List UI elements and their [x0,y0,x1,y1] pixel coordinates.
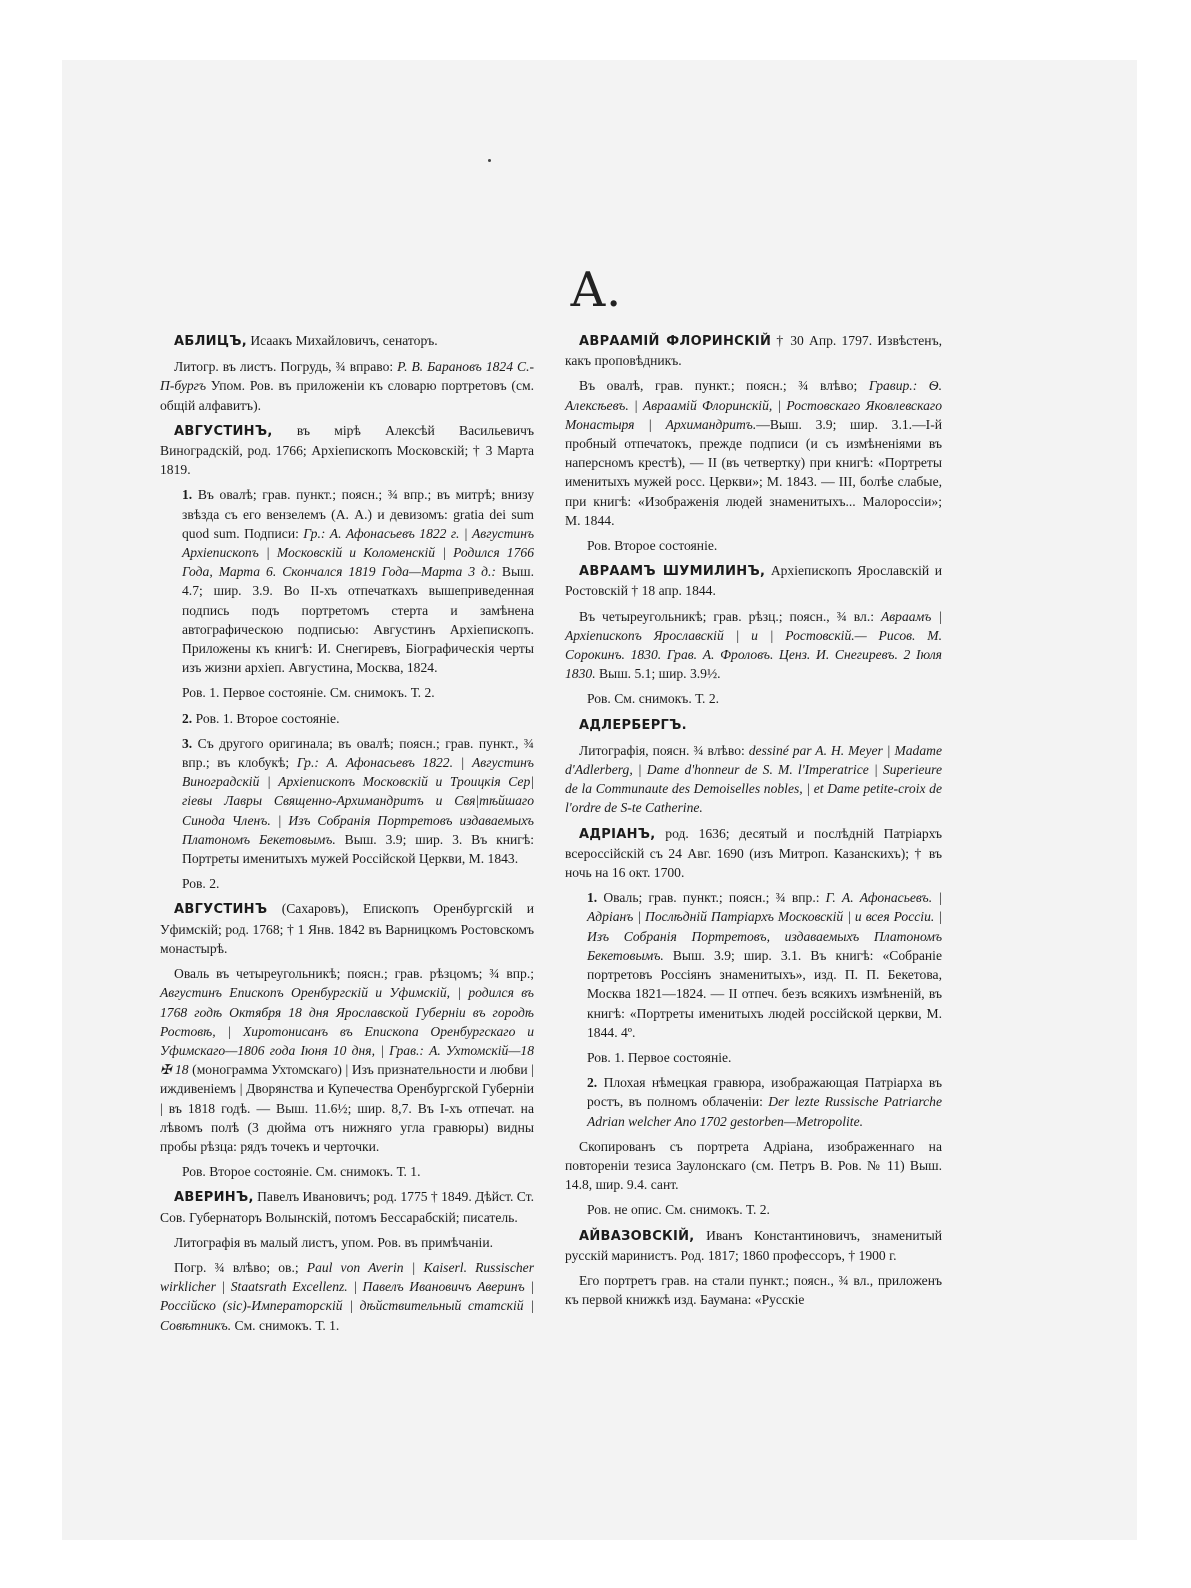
body-text: Исаакъ Михайловичъ, сенаторъ. [246,333,438,348]
headword: АДРІАНЪ, [579,826,656,842]
reference-text: Ров. не опис. См. снимокъ. Т. 2. [587,1202,770,1218]
body-text: Выш. 3.9; шир. 3.1. Въ книгѣ: «Собраніе портретовъ Россіянъ знаменитыхъ», изд. П. П. Бекетова, Москва 1821—1824. — II отпеч. безъ всякихъ измѣненій, въ книгѣ: «Портреты именитыхъ людей россійской церкви, М. 1844. 4º. [587,947,942,1040]
body-text: Иванъ Константиновичъ, знаменитый русскій маринистъ. Род. 1817; 1860 профессоръ, † 1900 г. [565,1227,942,1263]
left-column [160,331,534,1341]
inscription-text: Гр.: А. Афонасьевъ 1822 г. | Августинъ Архіепископъ | Московскій и Коломенскій | Родился 1766 Года, Марта 6. Скончался 1819 Года—Марта 3 д.: [182,525,534,580]
entry-heading [565,715,942,735]
headword: АВРААМЪ ШУМИЛИНЪ, [579,564,766,580]
description [160,964,534,1156]
rovinsky-reference [565,1200,942,1219]
item-number: 1. [182,487,193,503]
body-text: въ мірѣ Алексѣй Васильевичъ Виноградскій, род. 1766; Архіепископъ Московскій; † 3 Марта 1819. [160,422,534,478]
entry-heading [160,899,534,958]
headword: АВГУСТИНЪ, [174,423,273,439]
item-number: 2. [587,1075,598,1091]
body-text: Выш. 3.9; шир. 3. Въ книгѣ: Портреты именитыхъ мужей Россійской Церкви, М. 1843. [182,831,535,867]
headword: АБЛИЦЪ, [174,334,247,349]
body-text: Выш. 5.1; шир. 3.9½. [595,666,721,682]
description [565,607,942,684]
numbered-item [565,1073,942,1131]
body-text: Въ овалѣ, грав. пункт.; поясн.; ¾ влѣво; [579,378,869,394]
body-text: Архіепископъ Ярославскій и Ростовскій † 18 апр. 1844. [565,563,942,599]
entry-heading [565,1226,942,1265]
rovinsky-reference [565,689,942,708]
inscription-text: dessiné par A. H. Meyer | Madame d'Adlerberg, | Dame d'honneur de S. M. l'Imperatrice | Superieure de la Communaute des Demoiselles nobles, | et Dame petite-croix de l'ordre de S-te Catherine. [565,742,943,816]
body-text: Павелъ Ивановичъ; род. 1775 † 1849. Дѣйст. Ст. Сов. Губернаторъ Волынскій, потомъ Бессарабскій; писатель. [160,1189,534,1225]
item-number: 2. [182,710,193,726]
body-text: Упом. Ров. въ приложеніи къ словарю портретовъ (см. общій алфавитъ). [160,378,534,413]
inscription-text: Авраамъ | Архіепископъ Ярославскій | и | Ростовскій.— Рисов. М. Сорокинъ. 1830. Грав. А. Фроловъ. Ценз. И. Снегиревъ. 2 Іюля 1830. [565,608,942,682]
item-number: 3. [182,735,193,751]
description [160,357,534,415]
entry-heading [160,331,534,351]
numbered-item [160,734,534,868]
inscription-text: Гр.: А. Афонасьевъ 1822. | Августинъ Виноградскій | Архіепископъ Московскій и Троицкія Сер|гіевы Лавры Священно-Архимандритъ и Свя|тѣйшаго Синода Членъ. | Изъ Собранія Портретовъ издаваемыхъ Платономъ Бекетовымъ. [182,755,534,847]
description [565,1137,942,1195]
entry-heading [565,561,942,600]
inscription-text: Paul von Averin | Kaiserl. Russischer wirklicher | Staatsrath Excellenz. | Павелъ Ивановичъ Аверинъ | Россійско (sic)-Императорскій | дѣйствительный статскій | Совѣтникъ. [160,1259,534,1333]
numbered-item [160,709,534,728]
entry-heading [160,1187,534,1226]
inscription-text: Der lezte Russische Patriarche Adrian welcher Ano 1702 gestorben—Metropolite. [587,1094,943,1129]
body-text: Въ овалѣ; грав. пункт.; поясн.; ¾ впр.; въ митрѣ; внизу звѣзда съ его вензелемъ (А. А.) и девизомъ: gratia dei sum quod sum. Подписи: [182,487,534,541]
body-text: † 30 Апр. 1797. Извѣстенъ, какъ проповѣдникъ. [565,333,942,369]
rovinsky-reference [565,536,942,555]
description [160,1233,534,1252]
numbered-item [160,485,534,677]
numbered-item [565,888,942,1042]
inscription-text: Гравир.: Ѳ. Алексѣевъ. | Авраамій Флоринскій, | Ростовскаго Яковлевскаго Монастыря | Архимандритъ. [565,378,942,432]
reference-text: Ров. Второе состояніе. [587,538,718,554]
description [160,1258,534,1335]
headword: АВГУСТИНЪ [174,902,268,918]
reference-text: Ров. Второе состояніе. См. снимокъ. Т. 1. [182,1164,421,1180]
headword: АЙВАЗОВСКІЙ, [579,1228,695,1244]
body-text: Литогр. въ листъ. Погрудь, ¾ вправо: [174,359,398,375]
body-text: Оваль въ четыреугольникѣ; поясн.; грав. рѣзцомъ; ¾ впр.; [174,966,534,982]
rovinsky-reference [160,1162,534,1181]
inscription-text: Августинъ Епископъ Оренбургскій и Уфимскій, | родился въ 1768 годѣ Октября 18 дня Ярославской Губерніи въ городѣ Ростовѣ, | Хиротонисанъ въ Епископа Оренбургскаго и Уфимскаго—1806 года Іюня 10 дня, | Грав.: А. Ухтомскій—18 ✠ 18 [160,985,534,1078]
reference-text: Ров. 2. [182,876,220,892]
body-text: Въ четыреугольникѣ; грав. рѣзц.; поясн., ¾ вл.: [579,608,881,624]
headword: АДЛЕРБЕРГЪ. [579,717,687,733]
body-text: Плохая нѣмецкая гравюра, изображающая Патріарха въ ростъ, въ полномъ облаченіи: [587,1075,942,1110]
reference-text: Ров. 1. Первое состояніе. [587,1049,732,1065]
body-text: Оваль; грав. пункт.; поясн.; ¾ впр.: [597,890,826,906]
item-number: 1. [587,890,598,906]
inscription-text: Г. А. Афонасьевъ. | Адріанъ | Послѣдній Патріархъ Московскій | и всея Россіи. | Изъ Собранія Портретовъ, издаваемыхъ Платономъ Бекетовымъ. [587,890,942,963]
body-text: —Выш. 3.9; шир. 3.1.—І-й пробный отпечатокъ, прежде подписи (и съ измѣненіями въ наперсномъ крестѣ), — II (въ четвертку) при книгѣ: «Портреты именитыхъ мужей росс. Церкви»; М. 1843. — III, болѣе слабые, при книгѣ: «Изображенія людей знаменитыхъ... Малороссіи»; М. 1844. [565,416,942,528]
body-text: Литографія, поясн. ¾ влѣво: [579,742,749,758]
section-letter: А. [569,262,622,318]
right-column [565,331,942,1315]
body-text: (монограмма Ухтомскаго) | Изъ признательности и любви | иждивеніемъ | Дворянства и Купечества Оренбургской Губерніи | въ 1818 годѣ. — Выш. 11.6½; шир. 8,7. Въ І-хъ отпечат. на лѣвомъ полѣ (3 дюйма отъ нижняго угла гравюры) видны пробы рѣзца: рядъ точекъ и черточки. [160,1062,534,1154]
rovinsky-reference [160,874,534,893]
description [565,741,942,818]
body-text: Его портретъ грав. на стали пункт.; поясн., ¾ вл., приложенъ къ первой книжкѣ изд. Баумана: «Русскіе [565,1272,942,1308]
reference-text: Ров. См. снимокъ. Т. 2. [587,691,720,707]
body-text: Выш. 4.7; шир. 3.9. Во II-хъ отпечаткахъ вышеприведенная подпись подъ портретомъ стерта и замѣнена автографическою подписью: Августинъ Архіепископъ. Приложены къ книгѣ: И. Снегиревъ, Біографическія черты изъ жизни архіеп. Августина, Москва, 1824. [182,564,534,676]
body-text: См. снимокъ. Т. 1. [231,1317,340,1333]
rovinsky-reference [160,683,534,702]
body-text: Скопированъ съ портрета Адріана, изображеннаго на повтореніи тезиса Заулонскаго (см. Петръ В. Ров. № 11) Выш. 14.8, шир. 9.4. сант. [565,1138,942,1193]
description [565,376,942,530]
headword: АВРААМІЙ ФЛОРИНСКІЙ [579,334,772,349]
body-text: (Сахаровъ), Епископъ Оренбургскій и Уфимскій; род. 1768; † 1 Янв. 1842 въ Варницкомъ Ростовскомъ монастырѣ. [160,901,534,956]
entry-heading [565,824,942,883]
body-text: Погр. ¾ влѣво; ов.; [174,1259,307,1275]
inscription-text: Р. В. Барановъ 1824 С.-П-бургъ [160,359,534,394]
body-text: Съ другого оригинала; въ овалѣ; поясн.; грав. пункт., ¾ впр.; въ клобукѣ; [182,735,534,771]
speck [488,159,491,162]
entry-heading [565,331,942,370]
entry-heading [160,421,534,480]
reference-text: Ров. 1. Первое состояніе. См. снимокъ. Т. 2. [182,685,435,701]
body-text: Литографія въ малый листъ, упом. Ров. въ примѣчаніи. [174,1234,493,1250]
description [565,1271,942,1309]
headword: АВЕРИНЪ, [174,1190,254,1206]
rovinsky-reference [565,1048,942,1067]
body-text: род. 1636; десятый и послѣдній Патріархъ всероссійскій съ 24 Авг. 1690 (изъ Митроп. Казанскихъ); † въ ночь на 16 окт. 1700. [565,825,942,881]
body-text: Ров. 1. Второе состояніе. [192,710,340,726]
